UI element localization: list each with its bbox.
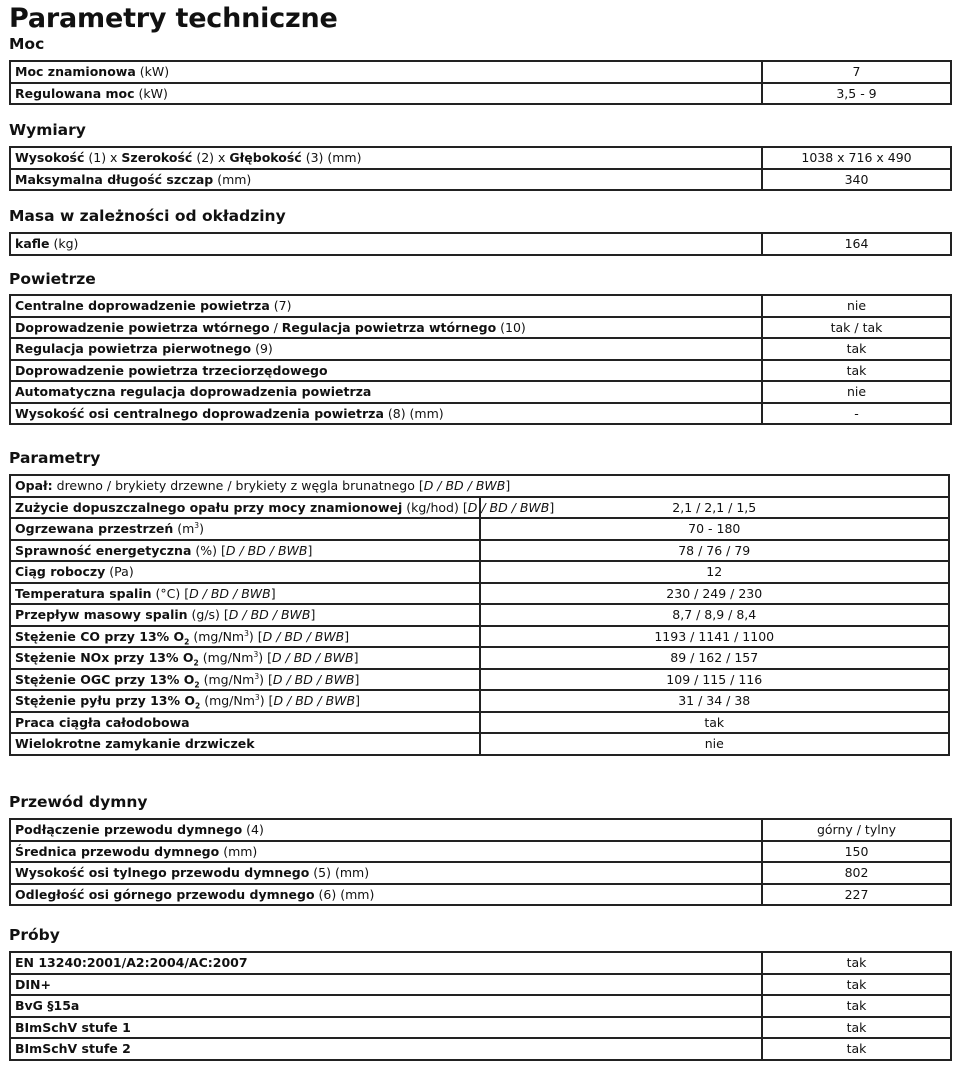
spec-table [9, 818, 952, 906]
table-row [10, 317, 951, 339]
section-title: Powietrze [9, 270, 96, 288]
parameter-label [10, 1017, 762, 1039]
parameter-label [10, 169, 762, 191]
parameter-label [10, 295, 762, 317]
label-text: ] [505, 478, 511, 493]
section-title: Próby [9, 926, 60, 944]
label-text: (%) [ [191, 542, 226, 558]
label-bold-text: Odległość osi górnego przewodu dymnego [15, 886, 315, 902]
parameter-value: tak [762, 974, 951, 996]
table-row [10, 83, 951, 105]
label-i-text: D / BD / BWB [272, 671, 355, 687]
parameter-value: tak [762, 1017, 951, 1039]
table-row [10, 974, 951, 996]
parameter-value: tak [762, 952, 951, 974]
parameter-label [10, 147, 762, 169]
label-text: ) [ [248, 628, 263, 644]
label-sup-text: 3 [253, 649, 259, 659]
label-text: (10) [496, 319, 526, 335]
label-text: (5) (mm) [309, 865, 370, 880]
label-bold-text: Regulacja powietrza wtórnego [281, 319, 497, 335]
label-text: (7) [269, 298, 292, 313]
section-title: Parametry [9, 449, 101, 467]
parameter-value: tak [762, 360, 951, 382]
label-bold-text: Głębokość [229, 150, 302, 165]
parameter-label [10, 475, 949, 497]
parameter-value: nie [480, 733, 950, 755]
label-bold-text: Doprowadzenie powietrza wtórnego [15, 319, 270, 335]
table-row [10, 819, 951, 841]
label-text: (2) x [192, 150, 230, 165]
parameter-value: 164 [762, 233, 951, 255]
parameter-label [10, 733, 480, 755]
label-sup-text: 3 [254, 692, 260, 702]
label-i-text: D / BD / BWB [271, 650, 354, 665]
parameter-label [10, 233, 762, 255]
parameter-value: 12 [480, 561, 950, 583]
label-bold-text: BImSchV stufe 1 [15, 1019, 131, 1035]
table-row [10, 518, 949, 540]
parameter-label [10, 819, 762, 841]
section-title: Przewód dymny [9, 793, 148, 811]
spec-table [9, 951, 952, 1061]
table-row [10, 712, 949, 734]
label-i-text: D / BD / BWB [467, 499, 550, 515]
label-text: (kg/hod) [ [402, 499, 468, 515]
parameter-label [10, 884, 762, 906]
label-bold-text: Maksymalna długość szczap [15, 171, 214, 187]
parameter-value: tak [762, 1038, 951, 1060]
label-sup-text: 3 [254, 671, 260, 681]
label-bold-text: Sprawność energetyczna [15, 542, 192, 558]
label-text: (mm) [213, 171, 252, 187]
table-row [10, 952, 951, 974]
label-text: ) [ [259, 671, 273, 687]
section-title: Moc [9, 35, 45, 53]
label-bold-text: Automatyczna regulacja doprowadzenia powietrza [15, 384, 372, 399]
label-bold-text: Moc znamionowa [15, 64, 136, 79]
spec-table [9, 474, 950, 756]
table-row [10, 338, 951, 360]
label-bold-text: Stężenie NOx przy 13% O [15, 650, 194, 665]
parameter-value: 2,1 / 2,1 / 1,5 [480, 497, 950, 519]
parameter-label [10, 583, 480, 605]
label-i-text: D / BD / BWB [423, 478, 506, 493]
label-i-text: D / BD / BWB [225, 542, 308, 558]
label-bold-text: Zużycie dopuszczalnego opału przy mocy znamionowej [15, 499, 403, 515]
label-sup-text: 3 [244, 628, 249, 638]
parameter-value: 78 / 76 / 79 [480, 540, 950, 562]
table-row [10, 690, 949, 712]
label-bold-text: BImSchV stufe 2 [15, 1041, 131, 1056]
label-text: (mm) [219, 843, 258, 859]
parameter-value: 1193 / 1141 / 1100 [480, 626, 950, 648]
label-bold-text: Wysokość osi tylnego przewodu dymnego [15, 865, 310, 880]
label-bold-text: Praca ciągła całodobowa [15, 714, 190, 730]
table-row [10, 381, 951, 403]
table-row [10, 475, 949, 497]
label-text: (kW) [135, 64, 170, 79]
label-text: (6) (mm) [314, 886, 375, 902]
parameter-value: 89 / 162 / 157 [480, 647, 950, 669]
parameter-value: - [762, 403, 951, 425]
parameter-value: 31 / 34 / 38 [480, 690, 950, 712]
label-text: (g/s) [ [187, 607, 229, 622]
label-bold-text: DIN+ [15, 976, 51, 992]
label-bold-text: Podłączenie przewodu dymnego [15, 822, 243, 837]
parameter-label [10, 1038, 762, 1060]
label-bold-text: Wysokość osi centralnego doprowadzenia powietrza [15, 405, 384, 421]
label-text: (°C) [ [151, 585, 190, 601]
parameter-value: tak [762, 338, 951, 360]
label-i-text: D / BD / BWB [273, 693, 356, 708]
label-bold-text: Ogrzewana przestrzeń [15, 521, 174, 536]
spec-table [9, 294, 952, 425]
label-sub-text: 2 [194, 680, 200, 689]
parameter-label [10, 952, 762, 974]
label-text: ] [307, 542, 313, 558]
label-text: ) [ [258, 650, 272, 665]
spec-table [9, 146, 952, 191]
parameter-label [10, 690, 480, 712]
label-text: ] [354, 671, 360, 687]
label-bold-text: Średnica przewodu dymnego [15, 843, 220, 859]
parameter-label [10, 604, 480, 626]
parameter-label [10, 712, 480, 734]
label-text: ] [344, 628, 350, 644]
parameter-label [10, 540, 480, 562]
parameter-label [10, 317, 762, 339]
section-title: Masa w zależności od okładziny [9, 207, 286, 225]
parameter-label [10, 61, 762, 83]
table-row [10, 540, 949, 562]
label-text: ] [270, 585, 276, 601]
table-row [10, 841, 951, 863]
label-text: (9) [251, 341, 273, 356]
parameter-label [10, 403, 762, 425]
parameter-value: nie [762, 381, 951, 403]
parameter-label [10, 669, 480, 691]
label-bold-text: Regulowana moc [15, 85, 135, 101]
parameter-label [10, 518, 480, 540]
table-row [10, 583, 949, 605]
table-row [10, 884, 951, 906]
label-text: (mg/Nm [189, 628, 245, 644]
spec-table [9, 232, 952, 256]
parameter-value: 150 [762, 841, 951, 863]
parameter-label [10, 862, 762, 884]
label-sub-text: 2 [193, 658, 199, 668]
label-text: (4) [242, 822, 264, 837]
parameter-value: nie [762, 295, 951, 317]
table-row [10, 403, 951, 425]
label-bold-text: Stężenie pyłu przy 13% O [15, 693, 195, 708]
table-row [10, 995, 951, 1017]
parameter-label [10, 381, 762, 403]
parameter-value: 230 / 249 / 230 [480, 583, 950, 605]
parameter-value: 7 [762, 61, 951, 83]
table-row [10, 360, 951, 382]
label-bold-text: Szerokość [121, 150, 193, 165]
label-i-text: D / BD / BWB [228, 607, 311, 622]
parameter-value: 802 [762, 862, 951, 884]
label-text: / [269, 319, 282, 335]
table-row [10, 669, 949, 691]
label-bold-text: Regulacja powietrza pierwotnego [15, 341, 252, 356]
label-i-text: D / BD / BWB [189, 585, 271, 601]
table-row [10, 169, 951, 191]
label-bold-text: EN 13240:2001/A2:2004/AC:2007 [15, 955, 248, 970]
parameter-label [10, 561, 480, 583]
label-text: (mg/Nm [199, 671, 255, 687]
table-row [10, 1038, 951, 1060]
label-bold-text: Opał: [15, 478, 53, 493]
table-row [10, 862, 951, 884]
page-title: Parametry techniczne [9, 3, 338, 34]
parameter-label [10, 360, 762, 382]
label-sub-text: 2 [195, 701, 201, 711]
label-bold-text: Ciąg roboczy [15, 564, 106, 579]
table-row [10, 647, 949, 669]
label-text: (kW) [134, 85, 168, 101]
parameter-value: tak [480, 712, 950, 734]
label-text: ] [355, 693, 360, 708]
table-row [10, 147, 951, 169]
section-title: Wymiary [9, 121, 86, 139]
table-row [10, 61, 951, 83]
table-row [10, 733, 949, 755]
parameter-value: 340 [762, 169, 951, 191]
parameter-label [10, 841, 762, 863]
table-row [10, 604, 949, 626]
label-bold-text: Temperatura spalin [15, 585, 152, 601]
label-bold-text: Wysokość [15, 150, 85, 165]
parameter-value: 227 [762, 884, 951, 906]
label-text: (m [173, 521, 195, 536]
label-text: ) [ [259, 693, 274, 708]
table-row [10, 497, 949, 519]
parameter-value: 1038 x 716 x 490 [762, 147, 951, 169]
parameter-value: tak [762, 995, 951, 1017]
parameter-value: 8,7 / 8,9 / 8,4 [480, 604, 950, 626]
label-text: ] [310, 607, 316, 622]
label-text: drewno / brykiety drzewne / brykiety z węgla brunatnego [ [52, 478, 424, 493]
label-text: (mg/Nm [198, 650, 254, 665]
label-sup-text: 3 [194, 520, 200, 530]
label-text: (1) x [84, 150, 122, 165]
parameter-label [10, 974, 762, 996]
label-bold-text: Wielokrotne zamykanie drzwiczek [15, 736, 255, 751]
parameter-value: 109 / 115 / 116 [480, 669, 950, 691]
label-text: (3) (mm) [301, 150, 362, 165]
label-bold-text: Centralne doprowadzenie powietrza [15, 298, 270, 313]
label-text: ] [353, 650, 359, 665]
label-bold-text: BvG §15a [15, 998, 80, 1013]
label-bold-text: Stężenie CO przy 13% O [15, 628, 185, 644]
label-bold-text: Stężenie OGC przy 13% O [15, 671, 195, 687]
table-row [10, 626, 949, 648]
label-bold-text: Doprowadzenie powietrza trzeciorzędowego [15, 362, 328, 378]
parameter-value: górny / tylny [762, 819, 951, 841]
table-row [10, 1017, 951, 1039]
label-i-text: D / BD / BWB [262, 628, 345, 644]
parameter-value: 3,5 - 9 [762, 83, 951, 105]
parameter-label [10, 995, 762, 1017]
label-text: (8) (mm) [383, 405, 444, 421]
label-sub-text: 2 [184, 637, 190, 646]
table-row [10, 295, 951, 317]
parameter-value: 70 - 180 [480, 518, 950, 540]
parameter-label [10, 626, 480, 648]
parameter-label [10, 83, 762, 105]
label-text: ] [549, 499, 555, 515]
label-text: (mg/Nm [200, 693, 255, 708]
table-row [10, 233, 951, 255]
label-text: ) [199, 521, 204, 536]
spec-table [9, 60, 952, 105]
parameter-label [10, 338, 762, 360]
parameter-label [10, 647, 480, 669]
parameter-label [10, 497, 555, 519]
label-text: (Pa) [105, 564, 134, 579]
label-bold-text: kafle [15, 236, 50, 251]
label-text: (kg) [49, 236, 79, 251]
label-bold-text: Przepływ masowy spalin [15, 607, 188, 622]
parameter-value: tak / tak [762, 317, 951, 339]
table-row [10, 561, 949, 583]
